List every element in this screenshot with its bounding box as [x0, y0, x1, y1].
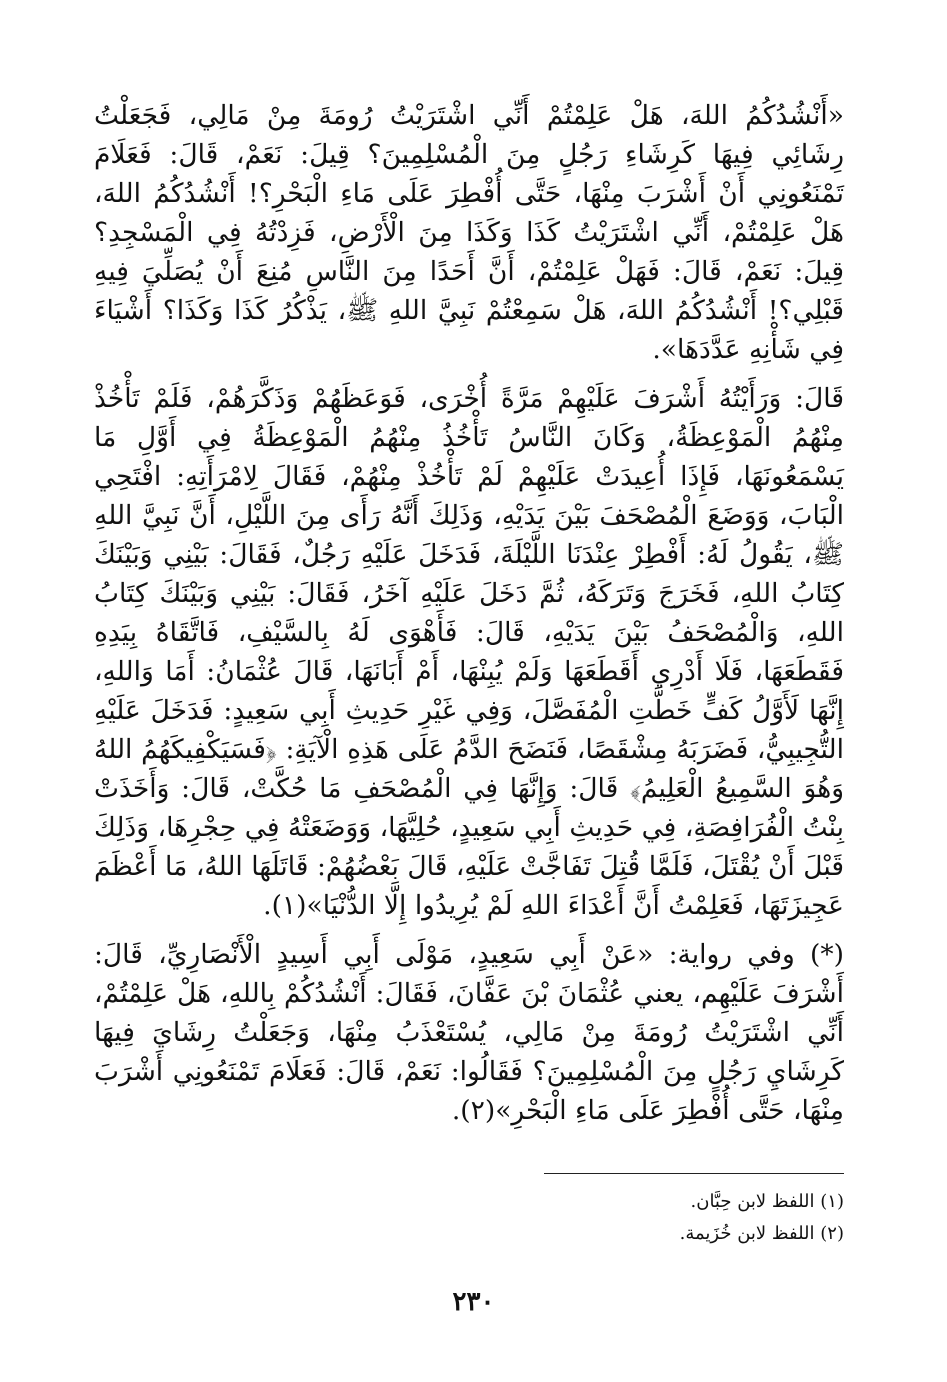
paragraph-3: (*) وفي رواية: «عَنْ أَبِي سَعِيدٍ، مَوْلَى أَبِي أَسِيدٍ الْأَنْصَارِيِّ، قَالَ: أَشْرَفَ عَلَيْهِم، يعني عُثْمَانَ بْنَ عَفَّانَ، فَقَالَ: أَنْشُدُكُمْ بِاللهِ، هَلْ عَلِمْتُمْ، أَنِّي اشْتَرَيْتُ رُومَةَ مِنْ مَالِي، يُسْتَعْذَبُ مِنْهَا، وَجَعَلْتُ رِشَايَ فِيهَا كَرِشَايِ رَجُلٍ مِنَ الْمُسْلِمِينَ؟ فَقَالُوا: نَعَمْ، قَالَ: فَعَلَامَ تَمْنَعُونِي أَشْرَبَ مِنْهَا، حَتَّى أُفْطِرَ عَلَى مَاءِ الْبَحْرِ»(٢). [94, 939, 844, 1126]
footnote-2: (٢) اللفظ لابن خُزَيمة. [679, 1223, 844, 1244]
footnote-divider [544, 1173, 844, 1174]
footnotes [104, 1186, 844, 1250]
paragraph-2: قَالَ: وَرَأَيْتُهُ أَشْرَفَ عَلَيْهِمْ مَرَّةً أُخْرَى، فَوَعَظَهُمْ وَذَكَّرَهُمْ، فَلَمْ تَأْخُذْ مِنْهُمُ الْمَوْعِظَةُ، وَكَانَ النَّاسُ تَأْخُذُ مِنْهُمُ الْمَوْعِظَةُ فِي أَوَّلِ مَا يَسْمَعُونَهَا، فَإِذَا أُعِيدَتْ عَلَيْهِمْ لَمْ تَأْخُذْ مِنْهُمْ، فَقَالَ لِامْرَأَتِهِ: افْتَحِي الْبَابَ، وَوَضَعَ الْمُصْحَفَ بَيْنَ يَدَيْهِ، وَذَلِكَ أَنَّهُ رَأَى مِنَ اللَّيْلِ، أَنَّ نَبِيَّ اللهِ ﷺ، يَقُولُ لَهُ: أَفْطِرْ عِنْدَنَا اللَّيْلَةَ، فَدَخَلَ عَلَيْهِ رَجُلٌ، فَقَالَ: بَيْنِي وَبَيْنَكَ كِتَابُ اللهِ، فَخَرَجَ وَتَرَكَهُ، ثُمَّ دَخَلَ عَلَيْهِ آخَرُ، فَقَالَ: بَيْنِي وَبَيْنَكَ كِتَابُ اللهِ، وَالْمُصْحَفُ بَيْنَ يَدَيْهِ، قَالَ: فَأَهْوَى لَهُ بِالسَّيْفِ، فَاتَّقَاهُ بِيَدِهِ فَقَطَعَهَا، فَلَا أَدْرِي أَقَطَعَهَا وَلَمْ يُبِنْهَا، أَمْ أَبَانَهَا، قَالَ عُثْمَانُ: أَمَا وَاللهِ، إِنَّهَا لَأَوَّلُ كَفٍّ خَطَّتِ الْمُفَصَّلَ، وَفِي غَيْرِ حَدِيثِ أَبِي سَعِيدٍ: فَدَخَلَ عَلَيْهِ التُّجِيبِيُّ، فَضَرَبَهُ مِشْقَصًا، فَنَضَحَ الدَّمُ عَلَى هَذِهِ الْآيَةِ: ﴿فَسَيَكْفِيكَهُمُ اللهُ وَهُوَ السَّمِيعُ الْعَلِيمُ﴾ قَالَ: وَإِنَّهَا فِي الْمُصْحَفِ مَا حُكَّتْ، قَالَ: وَأَخَذَتْ بِنْتُ الْفُرَافِصَةِ، فِي حَدِيثِ أَبِي سَعِيدٍ، حُلِيَّهَا، وَوَضَعَتْهُ فِي حِجْرِهَا، وَذَلِكَ قَبْلَ أَنْ يُقْتَلَ، فَلَمَّا قُتِلَ تَفَاجَّتْ عَلَيْهِ، قَالَ بَعْضُهُمْ: قَاتَلَهَا اللهُ، مَا أَعْظَمَ عَجِيزَتَهَا، فَعَلِمْتُ أَنَّ أَعْدَاءَ اللهِ لَمْ يُرِيدُوا إِلَّا الدُّنْيَا»(١). [94, 383, 844, 921]
paragraph-1: «أَنْشُدُكُمُ اللهَ، هَلْ عَلِمْتُمْ أَنِّي اشْتَرَيْتُ رُومَةَ مِنْ مَالِي، فَجَعَلْتُ رِشَائِي فِيهَا كَرِشَاءِ رَجُلٍ مِنَ الْمُسْلِمِينَ؟ قِيلَ: نَعَمْ، قَالَ: فَعَلَامَ تَمْنَعُونِي أَنْ أَشْرَبَ مِنْهَا، حَتَّى أُفْطِرَ عَلَى مَاءِ الْبَحْرِ؟! أَنْشُدُكُمُ اللهَ، هَلْ عَلِمْتُمْ، أَنِّي اشْتَرَيْتُ كَذَا وَكَذَا مِنَ الْأَرْضِ، فَزِدْتُهُ فِي الْمَسْجِدِ؟ قِيلَ: نَعَمْ، قَالَ: فَهَلْ عَلِمْتُمْ، أَنَّ أَحَدًا مِنَ النَّاسِ مُنِعَ أَنْ يُصَلِّيَ فِيهِ قَبْلِي؟! أَنْشُدُكُمُ اللهَ، هَلْ سَمِعْتُمْ نَبِيَّ اللهِ ﷺ، يَذْكُرُ كَذَا وَكَذَا؟ أَشْيَاءَ فِي شَأْنِهِ عَدَّدَهَا». [94, 100, 844, 365]
footnote-1: (١) اللفظ لابن حِبَّان. [690, 1191, 844, 1212]
paragraph-gap [94, 925, 844, 935]
page-body [94, 96, 844, 1130]
page-number: ٢٣٠ [452, 1287, 495, 1317]
paragraph-gap [94, 369, 844, 379]
